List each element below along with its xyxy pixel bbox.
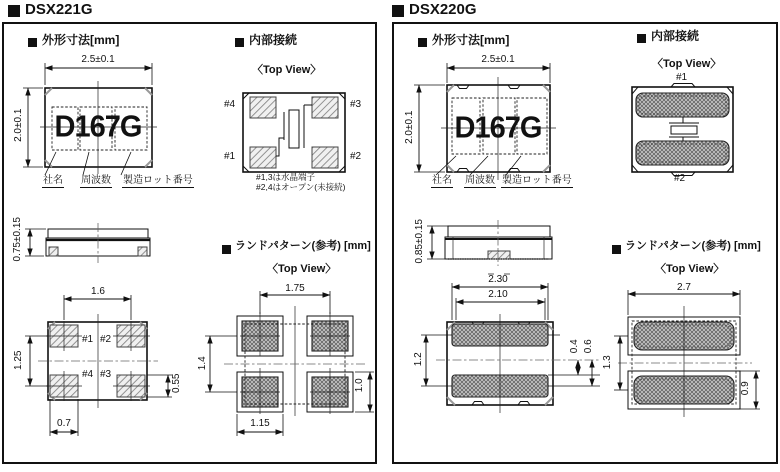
- pad-1: [636, 93, 729, 117]
- pad-3: [312, 97, 338, 118]
- bottom-pin-2: #2: [100, 334, 112, 345]
- title-bullet-icon: [392, 5, 404, 17]
- dsx221g-bottom-view: [25, 295, 172, 436]
- internal-note-2: #2,4はオープン(未接続): [256, 182, 346, 192]
- pin-label-1: #1: [224, 151, 236, 162]
- dim-pad-width: 0.7: [57, 418, 71, 429]
- pad-2: [636, 141, 729, 165]
- dim-pad-len-outer: 2.30: [488, 274, 508, 285]
- dim-land-width: 2.7: [677, 282, 691, 293]
- dim-land-height: 0.9: [739, 381, 751, 396]
- pad-2: [312, 147, 338, 168]
- dim-body-height: 2.0±0.1: [12, 108, 24, 142]
- dim-land-pitch-x: 1.75: [285, 283, 305, 294]
- section-bullet-icon: [637, 34, 646, 43]
- dim-thickness: 0.75±0.15: [11, 217, 23, 262]
- panel-title-dsx221g: DSX221G: [25, 1, 93, 18]
- pin-label-2: #2: [674, 173, 686, 184]
- title-bullet-icon: [8, 5, 20, 17]
- pin-label-1: #1: [676, 72, 688, 83]
- dim-land-width: 1.15: [250, 418, 270, 429]
- pin-label-3: #3: [350, 99, 362, 110]
- label-lot-number: 製造ロット番号: [502, 175, 572, 186]
- dim-pad-a: 0.4: [568, 339, 580, 354]
- package-marking: D167G: [454, 111, 542, 145]
- dim-pad-b: 0.6: [582, 339, 594, 354]
- dim-body-width: 2.5±0.1: [81, 54, 115, 65]
- dsx220g-internal-drawing: [632, 84, 733, 176]
- dim-pad-pitch-x: 1.6: [91, 286, 105, 297]
- heading-internal-connection: 内部接続: [651, 29, 700, 43]
- heading-land-pattern: ランドパターン(参考) [mm]: [235, 240, 371, 252]
- heading-outline-dims: 外形寸法[mm]: [42, 33, 120, 47]
- dsx221g-side-view: [25, 223, 150, 263]
- section-bullet-icon: [612, 245, 621, 254]
- section-bullet-icon: [28, 38, 37, 47]
- heading-land-pattern: ランドパターン(参考) [mm]: [625, 240, 761, 252]
- dim-pad-pitch-y: 1.25: [12, 350, 24, 370]
- dim-land-pitch-y: 1.3: [601, 355, 613, 370]
- heading-outline-dims: 外形寸法[mm]: [432, 33, 510, 47]
- dim-pad-height: 0.55: [170, 373, 182, 393]
- land-top-view-label: 〈Top View〉: [655, 263, 725, 275]
- dim-pad-pitch-y: 1.2: [412, 352, 424, 367]
- section-bullet-icon: [418, 38, 427, 47]
- pad-1: [250, 147, 276, 168]
- top-view-label: 〈Top View〉: [652, 58, 722, 70]
- dim-body-height: 2.0±0.1: [403, 110, 415, 144]
- bottom-pin-1: #1: [82, 334, 94, 345]
- dim-thickness: 0.85±0.15: [413, 219, 425, 264]
- pin-label-4: #4: [224, 99, 236, 110]
- pin-label-2: #2: [350, 151, 362, 162]
- pad-4: [250, 97, 276, 118]
- bottom-pin-3: #3: [100, 369, 112, 380]
- bottom-pin-4: #4: [82, 369, 94, 380]
- dsx221g-internal-drawing: [243, 93, 345, 172]
- panel-title-dsx220g: DSX220G: [409, 1, 477, 18]
- dsx220g-land-pattern: [614, 290, 760, 417]
- section-bullet-icon: [235, 38, 244, 47]
- dsx220g-side-view: [427, 220, 552, 274]
- top-view-label: 〈Top View〉: [252, 64, 322, 76]
- dim-land-height: 1.0: [353, 378, 365, 393]
- dsx221g-land-pattern: [205, 291, 374, 436]
- land-top-view-label: 〈Top View〉: [267, 263, 337, 275]
- label-lot-number: 製造ロット番号: [123, 175, 193, 186]
- dim-pad-len-inner: 2.10: [488, 289, 508, 300]
- section-bullet-icon: [222, 245, 231, 254]
- heading-internal-connection: 内部接続: [249, 33, 298, 47]
- label-frequency: 周波数: [465, 175, 495, 186]
- label-company-name: 社名: [43, 175, 63, 186]
- internal-note-1: #1,3は水晶端子: [256, 172, 316, 182]
- dim-land-pitch-y: 1.4: [196, 356, 208, 371]
- label-company-name: 社名: [432, 175, 452, 186]
- package-marking: D167G: [54, 110, 142, 144]
- dim-body-width: 2.5±0.1: [481, 54, 515, 65]
- label-frequency: 周波数: [81, 175, 111, 186]
